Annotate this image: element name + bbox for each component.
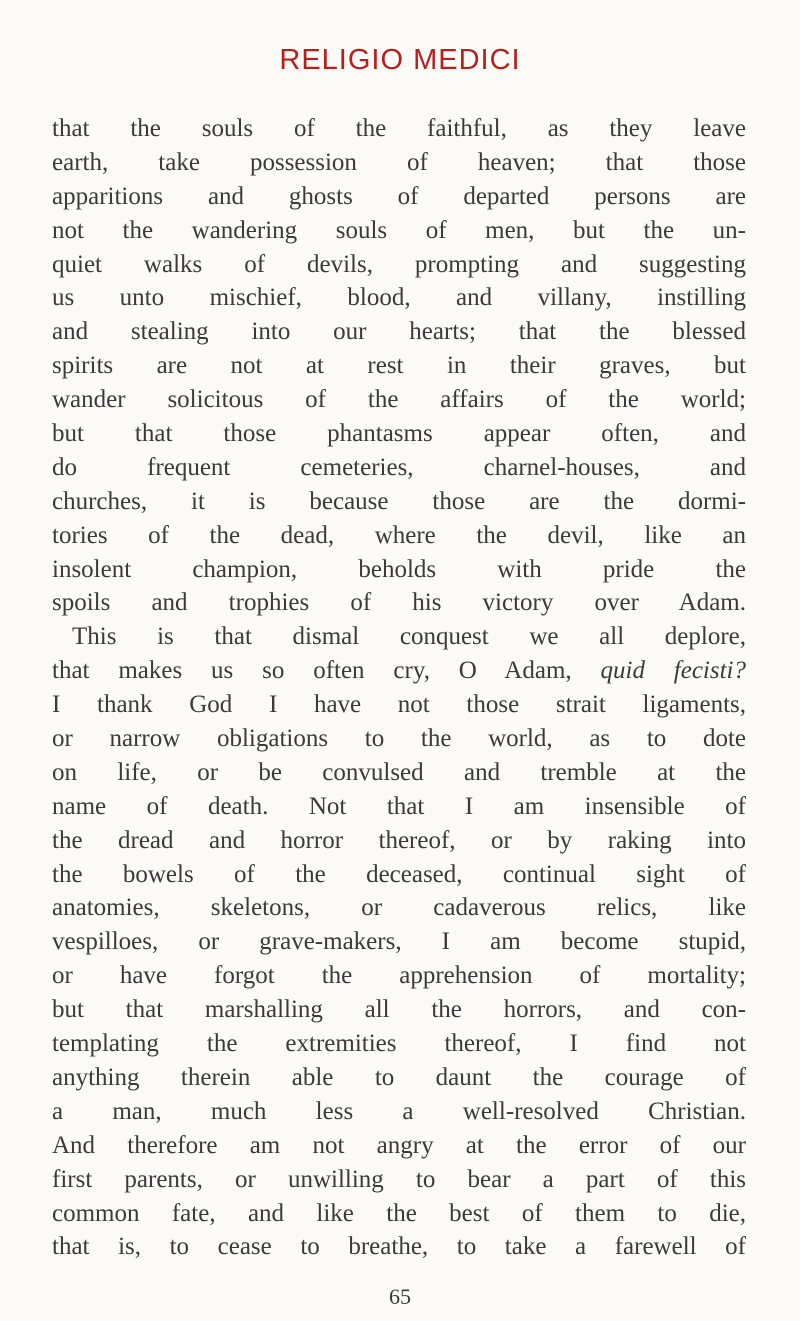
text-line-words: [52, 925, 746, 959]
text-line-words: [52, 756, 746, 790]
text-line-words: [52, 112, 746, 146]
text-line-words: [52, 485, 746, 519]
line-text: churches, it is because those are the dormi-: [52, 487, 746, 515]
text-line-words: [52, 891, 746, 925]
line-text: and stealing into our hearts; that the blessed: [52, 318, 746, 346]
text-line: [52, 925, 746, 959]
text-line: [52, 519, 746, 553]
text-line-words: [52, 586, 746, 620]
line-text: that makes us so often cry, O Adam,: [52, 657, 601, 685]
text-line-words: [52, 1095, 746, 1129]
text-line: [52, 1027, 746, 1061]
line-text: that the souls of the faithful, as they leave: [52, 115, 746, 142]
text-line-words: [52, 993, 746, 1027]
body-text: [52, 112, 746, 1264]
text-line-words: [52, 214, 746, 248]
text-line-words: [52, 281, 746, 315]
line-text: common fate, and like the best of them to die,: [52, 1199, 746, 1227]
text-line: [52, 417, 746, 451]
text-line: [52, 383, 746, 417]
text-line-words: [52, 1061, 746, 1095]
text-line-words: [52, 790, 746, 824]
page-number: 65: [389, 1284, 411, 1309]
text-line-words: [52, 722, 746, 756]
text-line: [52, 586, 746, 620]
text-line-words: [52, 349, 746, 383]
line-text: name of death. Not that I am insensible of: [52, 792, 746, 820]
text-line: [52, 858, 746, 892]
text-line: [52, 1197, 746, 1231]
text-line: [52, 112, 746, 146]
text-line-words: [52, 688, 746, 722]
text-line: [52, 1095, 746, 1129]
text-line: [52, 722, 746, 756]
text-line: [52, 1129, 746, 1163]
line-text: I thank God I have not those strait ligaments,: [52, 691, 746, 719]
text-line: [52, 146, 746, 180]
text-line: [52, 688, 746, 722]
line-text: tories of the dead, where the devil, like an: [52, 521, 746, 549]
line-text: us unto mischief, blood, and villany, instilling: [52, 284, 746, 312]
text-line-words: [52, 959, 746, 993]
line-text: the bowels of the deceased, continual sight of: [52, 860, 746, 888]
line-text: And therefore am not angry at the error of our: [52, 1131, 746, 1159]
line-text: first parents, or unwilling to bear a part of this: [52, 1165, 746, 1193]
text-line: [52, 180, 746, 214]
text-line: [52, 451, 746, 485]
text-line-words: [52, 654, 746, 688]
line-text: on life, or be convulsed and tremble at the: [52, 758, 746, 786]
text-line-words: [52, 248, 746, 282]
text-line-words: [52, 858, 746, 892]
text-line: [52, 790, 746, 824]
running-head: RELIGIO MEDICI: [279, 44, 521, 76]
line-text: or have forgot the apprehension of mortality;: [52, 962, 746, 990]
line-text: but that marshalling all the horrors, and con-: [52, 996, 746, 1024]
text-line: [52, 1061, 746, 1095]
line-text: that is, to cease to breathe, to take a farewell of: [52, 1233, 746, 1261]
text-line: [52, 620, 746, 654]
text-line: [52, 756, 746, 790]
text-line-words: [52, 1163, 746, 1197]
text-line-words: [72, 620, 746, 654]
text-line-words: [52, 1129, 746, 1163]
line-text: templating the extremities thereof, I find not: [52, 1030, 746, 1058]
text-line: [52, 824, 746, 858]
line-text: do frequent cemeteries, charnel-houses, and: [52, 453, 746, 481]
text-line: [52, 891, 746, 925]
text-line: [52, 281, 746, 315]
line-text: This is that dismal conquest we all deplore,: [72, 623, 746, 651]
text-line-words: [52, 1197, 746, 1231]
text-line: [52, 993, 746, 1027]
text-line-words: [52, 417, 746, 451]
line-text: but that those phantasms appear often, and: [52, 420, 746, 448]
text-line-words: [52, 1027, 746, 1061]
text-line: [52, 349, 746, 383]
text-line: [52, 214, 746, 248]
text-line-words: [52, 451, 746, 485]
text-line-words: [52, 1230, 746, 1264]
text-line-words: [52, 315, 746, 349]
text-line-words: [52, 383, 746, 417]
line-text: or narrow obligations to the world, as to dote: [52, 725, 746, 753]
text-line: [52, 485, 746, 519]
line-text: earth, take possession of heaven; that those: [52, 148, 746, 176]
text-line: [52, 1230, 746, 1264]
text-line-words: [52, 146, 746, 180]
line-italic-text: quid fecisti?: [600, 657, 746, 685]
line-text: anatomies, skeletons, or cadaverous relics, like: [52, 894, 746, 922]
text-line-words: [52, 180, 746, 214]
text-line-words: [52, 553, 746, 587]
text-line-words: [52, 519, 746, 553]
text-line: [52, 248, 746, 282]
text-line: [52, 959, 746, 993]
line-text: a man, much less a well-resolved Christian.: [52, 1097, 746, 1125]
line-text: vespilloes, or grave-makers, I am become stupid,: [52, 928, 746, 956]
text-line: [52, 553, 746, 587]
text-line: [52, 315, 746, 349]
line-text: apparitions and ghosts of departed persons are: [52, 182, 746, 210]
line-text: not the wandering souls of men, but the un-: [52, 216, 746, 244]
line-text: anything therein able to daunt the courage of: [52, 1063, 746, 1091]
line-text: wander solicitous of the affairs of the world;: [52, 386, 746, 414]
line-text: spirits are not at rest in their graves, but: [52, 352, 746, 380]
line-text: insolent champion, beholds with pride the: [52, 555, 746, 583]
line-text: quiet walks of devils, prompting and suggesting: [52, 250, 746, 278]
text-line: [52, 654, 746, 688]
text-line: [52, 1163, 746, 1197]
text-line-words: [52, 824, 746, 858]
line-text: spoils and trophies of his victory over Adam.: [52, 589, 746, 617]
line-text: the dread and horror thereof, or by raking into: [52, 826, 746, 854]
